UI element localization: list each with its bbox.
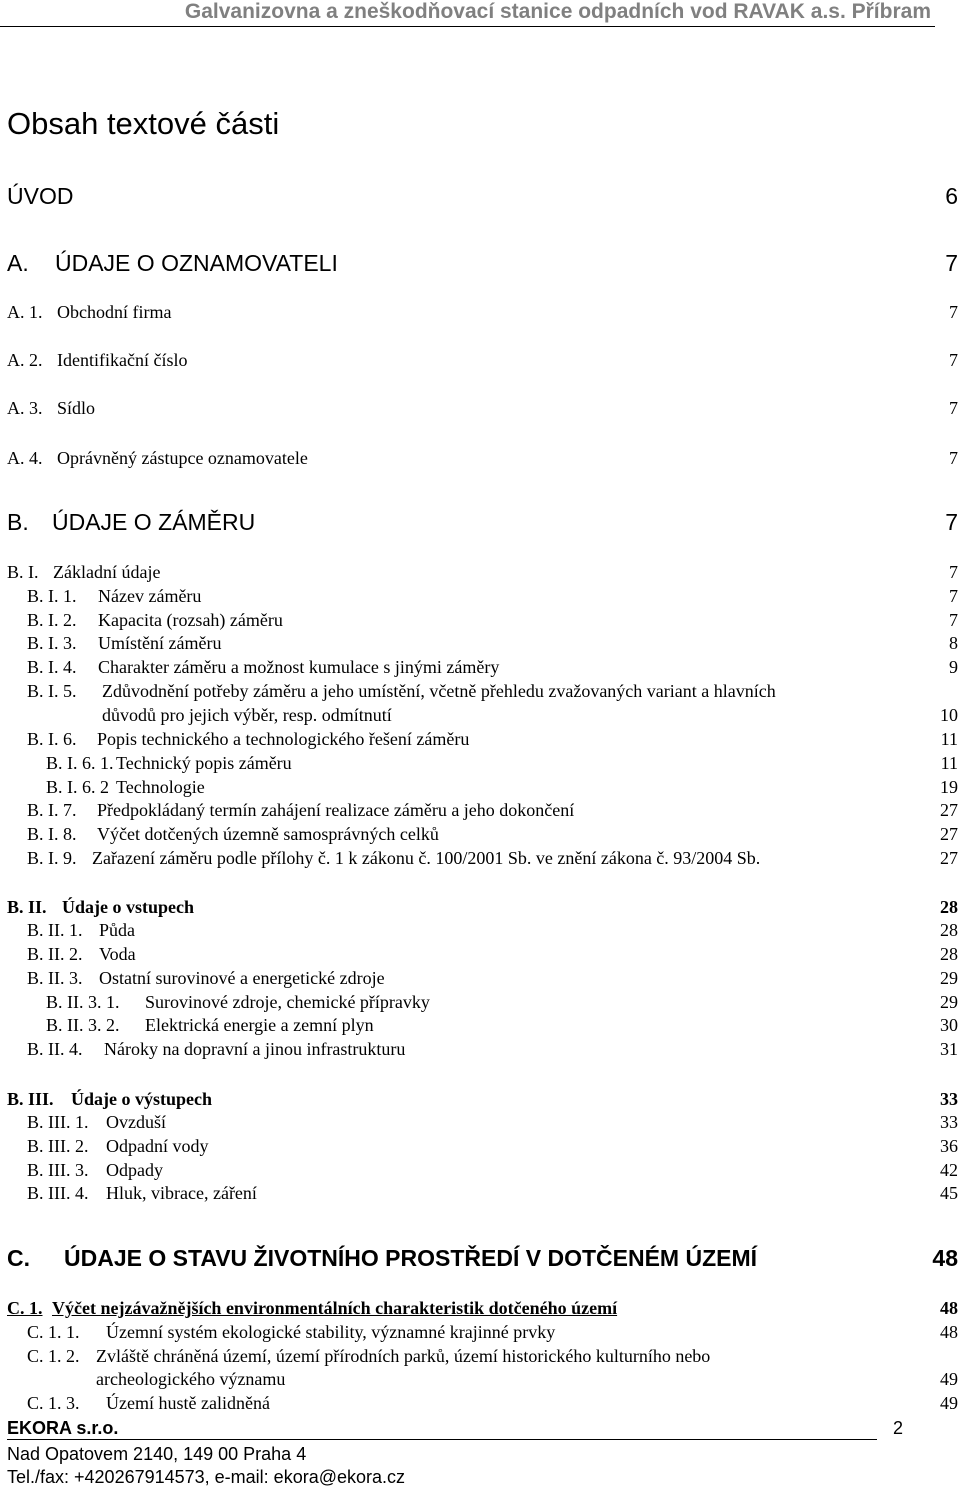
toc-entry[interactable] (0, 681, 958, 725)
toc-entry-title: Popis technického a technologického řešení záměru (97, 729, 470, 749)
toc-entry[interactable] (0, 250, 958, 276)
toc-entry-page: 19 (940, 777, 958, 797)
toc-entry-number: B. III. (7, 1089, 54, 1109)
toc-entry-title: Oprávněný zástupce oznamovatele (57, 448, 308, 468)
toc-entry-page: 6 (945, 183, 958, 209)
toc-entry-title: Sídlo (57, 398, 96, 418)
toc-entry-title: Elektrická energie a zemní plyn (145, 1015, 374, 1035)
toc-entry[interactable] (0, 1160, 958, 1182)
toc-entry-number: C. (7, 1245, 30, 1271)
toc-entry-title: Nároky na dopravní a jinou infrastrukturu (104, 1039, 406, 1059)
toc-entry[interactable] (0, 753, 958, 775)
toc-entry-number: B. (7, 509, 29, 535)
toc-entry-page: 8 (949, 633, 958, 653)
toc-entry-title: ÚDAJE O ZÁMĚRU (52, 509, 256, 535)
toc-entry-title: Předpokládaný termín zahájení realizace záměru a jeho dokončení (97, 800, 575, 820)
toc-entry-number: B. II. 3. 2. (46, 1015, 120, 1035)
toc-entry-title: Ovzduší (106, 1112, 166, 1132)
toc-entry-title: Údaje o vstupech (62, 897, 195, 917)
toc-entry-page: 7 (949, 562, 958, 582)
toc-entry-number: C. 1. 1. (27, 1322, 80, 1342)
toc-entry-number: B. III. 3. (27, 1160, 89, 1180)
toc-entry-number: B. I. 4. (27, 657, 77, 677)
toc-entry-page: 28 (940, 897, 958, 917)
toc-entry-number: B. I. 8. (27, 824, 77, 844)
toc-entry[interactable] (0, 657, 958, 679)
toc-entry-page: 30 (940, 1015, 958, 1035)
header-title: Galvanizovna a zneškodňovací stanice odpadních vod RAVAK a.s. Příbram (184, 0, 931, 23)
toc-entry-number: A. 2. (7, 350, 43, 370)
footer-page-number: 2 (893, 1418, 904, 1438)
toc-entry-number: A. 1. (7, 302, 43, 322)
toc-entry-title: Výčet dotčených územně samosprávných celků (97, 824, 439, 844)
toc-entry-title: Územní systém ekologické stability, významné krajinné prvky (106, 1322, 556, 1342)
toc-entry-title: Zdůvodnění potřeby záměru a jeho umístění, včetně přehledu zvažovaných variant a hlavních (102, 681, 776, 701)
toc-entry-title: Charakter záměru a možnost kumulace s jinými záměry (98, 657, 500, 677)
toc-entry-number: B. I. (7, 562, 39, 582)
toc-entry[interactable] (0, 1298, 958, 1320)
toc-entry[interactable] (0, 610, 958, 632)
toc-entry-number: B. II. (7, 897, 47, 917)
toc-entry-page: 9 (949, 657, 958, 677)
toc-entry-page: 10 (940, 705, 958, 725)
toc-entry[interactable] (0, 586, 958, 608)
toc-entry-title: Technologie (116, 777, 205, 797)
toc-entry-title: Umístění záměru (98, 633, 222, 653)
toc-entry-title: Zařazení záměru podle přílohy č. 1 k zákonu č. 100/2001 Sb. ve znění zákona č. 93/2004 Sb. (92, 848, 761, 868)
toc-entry-number: B. I. 1. (27, 586, 77, 606)
toc-entry[interactable] (0, 1346, 958, 1389)
toc-entry[interactable] (0, 1089, 958, 1111)
toc-entry-number: B. I. 6. (27, 729, 77, 749)
toc-entry-page: 27 (940, 800, 958, 820)
toc-entry-page: 27 (940, 824, 958, 844)
toc-entry[interactable] (0, 1183, 958, 1205)
toc-entry-number: B. II. 3. (27, 968, 83, 988)
toc-entry[interactable] (0, 848, 958, 870)
toc-entry-title: Ostatní surovinové a energetické zdroje (99, 968, 385, 988)
toc-entry-title: Odpadní vody (106, 1136, 209, 1156)
toc-entry[interactable] (0, 777, 958, 799)
toc-entry-page: 49 (940, 1393, 958, 1413)
toc-entry-number: B. III. 4. (27, 1183, 89, 1203)
toc-entry[interactable] (0, 944, 958, 966)
toc-entry-title: Základní údaje (53, 562, 161, 582)
toc-entry-title: Voda (99, 944, 136, 964)
toc-entry-page: 29 (940, 968, 958, 988)
toc-entry[interactable] (0, 1393, 958, 1415)
toc-entry-number: B. I. 6. 1. (46, 753, 114, 773)
toc-entry-page: 27 (940, 848, 958, 868)
toc-entry-number: C. 1. 3. (27, 1393, 80, 1413)
footer-company: EKORA s.r.o. (7, 1418, 877, 1440)
toc-entry-page: 7 (949, 610, 958, 630)
toc-entry-page: 11 (940, 729, 958, 749)
toc-entry-title: Identifikační číslo (57, 350, 188, 370)
toc-entry-page: 42 (940, 1160, 958, 1180)
document-title: Obsah textové části (7, 106, 280, 141)
toc-entry-number: B. II. 4. (27, 1039, 83, 1059)
toc-entry-number: B. I. 5. (27, 681, 77, 701)
footer-address: Nad Opatovem 2140, 149 00 Praha 4 (7, 1444, 307, 1464)
toc-entry[interactable] (0, 633, 958, 655)
toc-entry[interactable] (0, 1136, 958, 1158)
toc-entry[interactable] (0, 824, 958, 846)
toc-entry-number: B. II. 2. (27, 944, 83, 964)
toc-entry[interactable] (0, 1245, 958, 1271)
toc-entry-title: Půda (99, 920, 135, 940)
toc-entry[interactable] (0, 562, 958, 584)
toc-entry[interactable] (0, 183, 958, 209)
toc-entry-page: 7 (945, 250, 958, 276)
toc-entry-number: A. 4. (7, 448, 43, 468)
toc-entry-number: B. I. 3. (27, 633, 77, 653)
toc-entry-title-continued: archeologického významu (96, 1369, 286, 1389)
toc-entry-number: C. 1. 2. (27, 1346, 80, 1366)
toc-entry[interactable] (0, 897, 958, 919)
toc-entry[interactable] (0, 1039, 958, 1061)
toc-entry-title: Kapacita (rozsah) záměru (98, 610, 283, 630)
toc-entry-title: Obchodní firma (57, 302, 172, 322)
footer-contact: Tel./fax: +420267914573, e-mail: ekora@ekora.cz (7, 1467, 406, 1487)
toc-entry-page: 11 (940, 753, 958, 773)
toc-entry[interactable] (0, 448, 958, 470)
toc-entry[interactable] (0, 920, 958, 942)
toc-entry-page: 45 (940, 1183, 958, 1203)
toc-entry-title-continued: důvodů pro jejich výběr, resp. odmítnutí (102, 705, 392, 725)
toc-entry-page: 7 (949, 398, 958, 418)
page-header (0, 0, 935, 27)
toc-entry-page: 7 (949, 448, 958, 468)
toc-entry-page: 33 (940, 1112, 958, 1132)
toc-entry-title: Odpady (106, 1160, 163, 1180)
toc-entry-page: 7 (945, 509, 958, 535)
toc-entry-number: B. II. 1. (27, 920, 83, 940)
toc-entry-number: ÚVOD (7, 183, 74, 209)
toc-entry[interactable] (0, 800, 958, 822)
toc-entry[interactable] (0, 1015, 958, 1037)
toc-entry-number: B. III. 1. (27, 1112, 89, 1132)
toc-entry-number: B. I. 6. 2 (46, 777, 109, 797)
toc-entry-page: 28 (940, 920, 958, 940)
toc-entry[interactable] (0, 302, 958, 324)
toc-entry-page: 33 (940, 1089, 958, 1109)
toc-entry[interactable] (0, 1322, 958, 1344)
toc-entry-title: Název záměru (98, 586, 202, 606)
toc-entry-page: 49 (940, 1369, 958, 1389)
toc-entry-number: B. I. 9. (27, 848, 77, 868)
toc-entry-page: 7 (949, 302, 958, 322)
toc-entry-page: 29 (940, 992, 958, 1012)
toc-entry-page: 7 (949, 350, 958, 370)
toc-entry[interactable] (0, 350, 958, 372)
toc-entry-page: 28 (940, 944, 958, 964)
toc-entry-number: B. I. 7. (27, 800, 77, 820)
toc-entry-title: Surovinové zdroje, chemické přípravky (145, 992, 430, 1012)
toc-entry-page: 48 (940, 1322, 958, 1342)
toc-entry-page: 36 (940, 1136, 958, 1156)
toc-entry-title: ÚDAJE O OZNAMOVATELI (55, 250, 338, 276)
toc-entry-page: 7 (949, 586, 958, 606)
toc-entry-page: 31 (940, 1039, 958, 1059)
toc-entry-number: B. III. 2. (27, 1136, 89, 1156)
toc-entry[interactable] (0, 509, 958, 535)
toc-entry-page: 48 (932, 1245, 958, 1271)
toc-entry[interactable] (0, 398, 958, 420)
toc-entry-title: Výčet nejzávažnějších environmentálních charakteristik dotčeného území (52, 1298, 618, 1318)
toc-entry-title: ÚDAJE O STAVU ŽIVOTNÍHO PROSTŘEDÍ V DOTČENÉM ÚZEMÍ (64, 1245, 758, 1271)
toc-entry-number: B. II. 3. 1. (46, 992, 120, 1012)
toc-entry-number: C. 1. (7, 1298, 43, 1318)
toc-entry-title: Údaje o výstupech (71, 1089, 213, 1109)
toc-entry-title: Technický popis záměru (116, 753, 292, 773)
toc-entry[interactable] (0, 729, 958, 751)
toc-entry-number: B. I. 2. (27, 610, 77, 630)
toc-entry[interactable] (0, 1112, 958, 1134)
toc-entry-page: 48 (940, 1298, 958, 1318)
toc-entry-title: Hluk, vibrace, záření (106, 1183, 257, 1203)
toc-entry-number: A. 3. (7, 398, 43, 418)
toc-entry-title: Území hustě zalidněná (106, 1393, 270, 1413)
toc-entry[interactable] (0, 992, 958, 1014)
toc-entry-number: A. (7, 250, 29, 276)
toc-entry[interactable] (0, 968, 958, 990)
toc-entry-title: Zvláště chráněná území, území přírodních parků, území historického kulturního nebo (96, 1346, 711, 1366)
